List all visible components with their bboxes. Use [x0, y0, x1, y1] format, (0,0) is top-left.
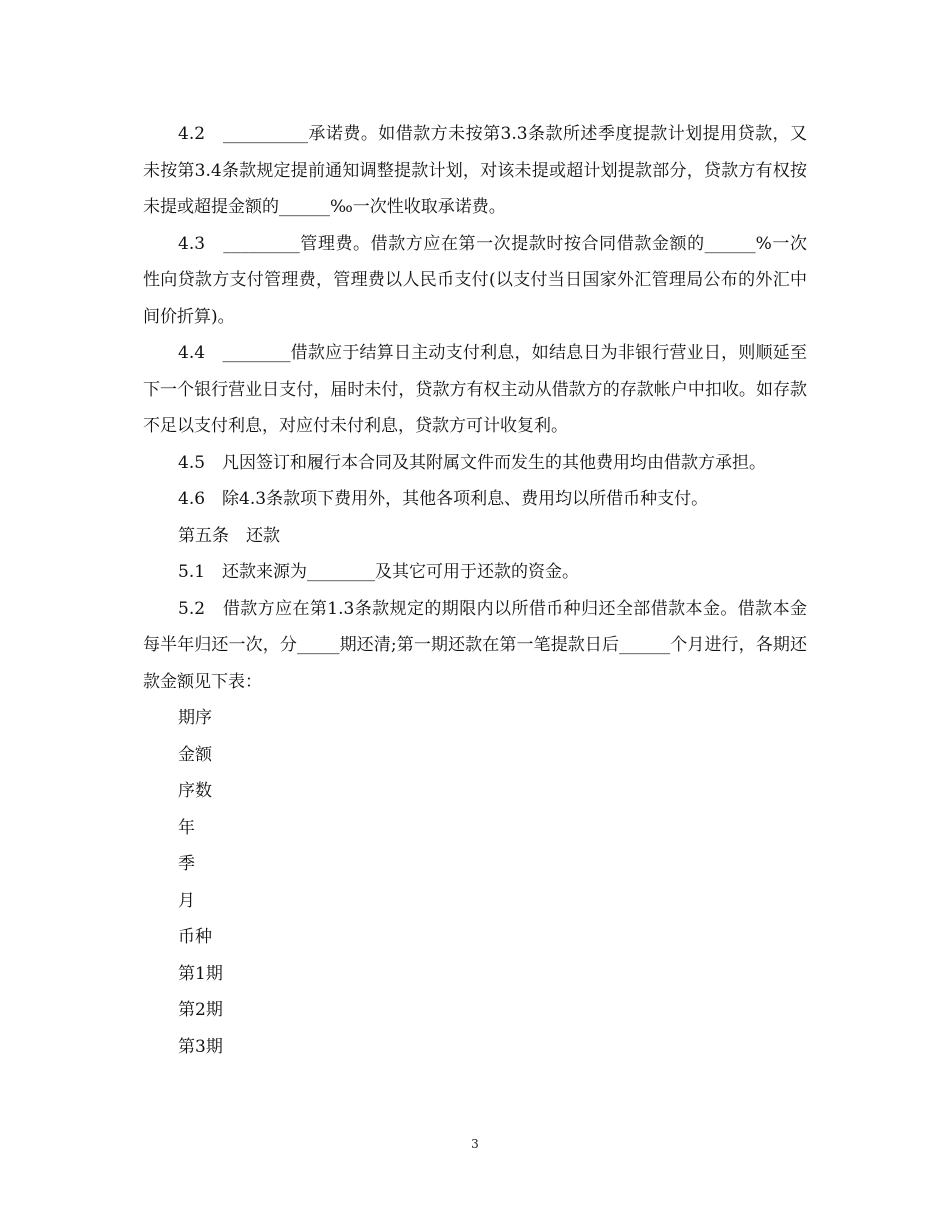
table-item-quarter: 季	[178, 854, 195, 874]
paragraph-5-2: 5.2 借款方应在第1.3条款规定的期限内以所借币种归还全部借款本金。借款本金每半年归还一次，分_____期还清;第一期还款在第一笔提款日后______个月进行，各期还款金额见下表：	[143, 598, 807, 692]
table-item-period: 期序	[178, 708, 212, 728]
document-body	[143, 116, 807, 1065]
table-item-month: 月	[178, 890, 195, 911]
paragraph-4-6: 4.6 除4.3条款项下费用外，其他各项利息、费用均以所借币种支付。	[178, 489, 709, 509]
paragraph-4-4: 4.4 ________借款应于结算日主动支付利息，如结息日为非银行营业日，则顺延至下一个银行营业日支付，届时未付，贷款方有权主动从借款方的存款帐户中扣收。如存款不足以支付利息，对应付未付利息，贷款方可计收复利。	[143, 343, 807, 436]
page-number: 3	[471, 1137, 479, 1151]
table-item-ordinal: 序数	[178, 781, 212, 801]
table-item-amount: 金额	[178, 744, 212, 765]
table-item-period-3: 第3期	[178, 1036, 223, 1057]
table-item-year: 年	[178, 817, 195, 838]
section-heading-article-5: 第五条 还款	[178, 525, 280, 546]
table-item-currency: 币种	[178, 927, 212, 947]
table-item-period-2: 第2期	[178, 1000, 223, 1020]
paragraph-4-3: 4.3 _________管理费。借款方应在第一次提款时按合同借款金额的______%一次性向贷款方支付管理费，管理费以人民币支付(以支付当日国家外汇管理局公布的外汇中间价折算)。	[143, 233, 807, 327]
paragraph-5-1: 5.1 还款来源为________及其它可用于还款的资金。	[178, 562, 580, 582]
paragraph-4-5: 4.5 凡因签订和履行本合同及其附属文件而发生的其他费用均由借款方承担。	[178, 452, 767, 473]
paragraph-4-2: 4.2 __________承诺费。如借款方未按第3.3条款所述季度提款计划提用贷款，又未按第3.4条款规定提前通知调整提款计划，对该未提或超计划提款部分，贷款方有权按未提或超提金额的______‰一次性收取承诺费。	[143, 124, 807, 217]
table-item-period-1: 第1期	[178, 963, 223, 984]
